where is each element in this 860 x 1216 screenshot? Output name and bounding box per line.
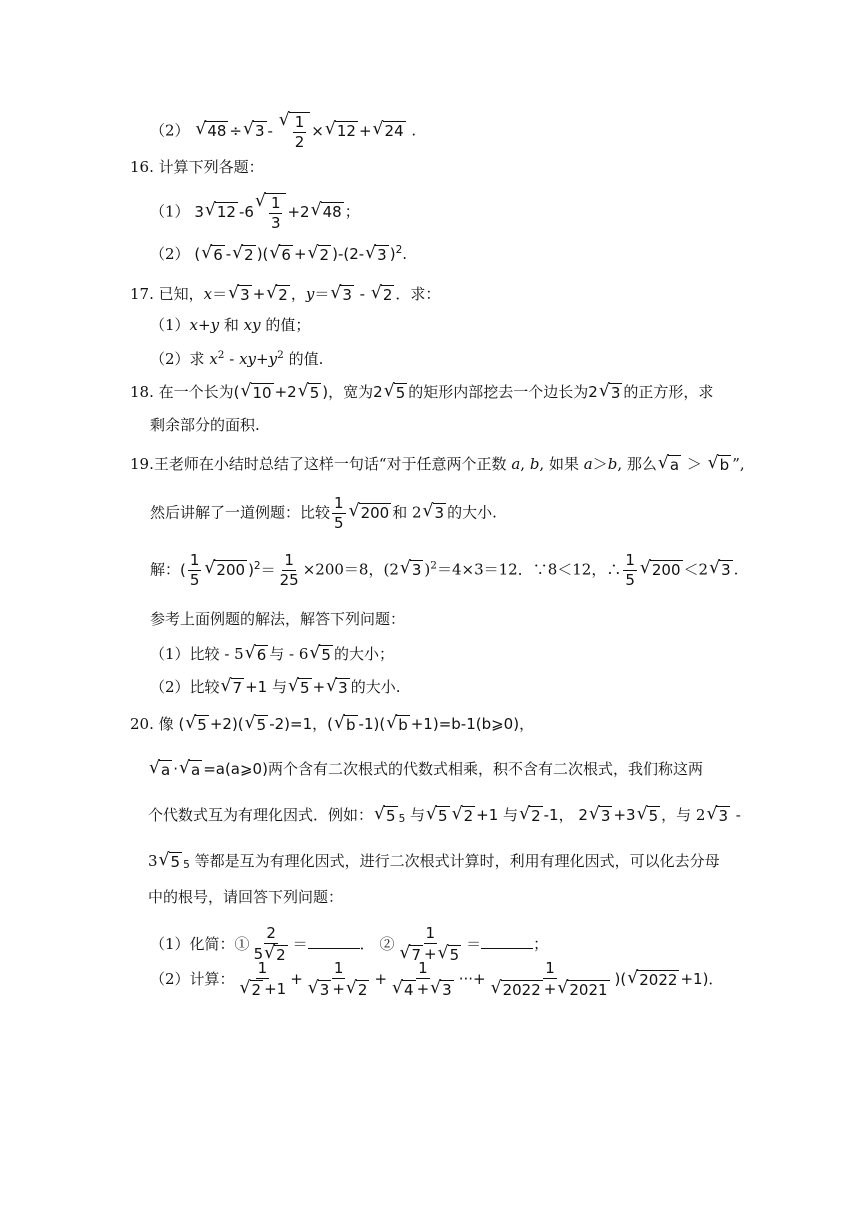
answer-blank-1[interactable]	[308, 948, 360, 949]
q20-line4: 3 √ 5 5 等都是互为有理化因式，进行二次根式计算时，利用有理化因式，可以化去分母	[148, 850, 720, 872]
q18-line2: 剩余部分的面积.	[150, 416, 260, 434]
q16-part2: （2） ( √ 6 - √ 2 )( √ 6 + √ 2 )-(2- √ 3 )$^2$.	[150, 243, 408, 264]
q16-number: 16.	[130, 158, 154, 176]
q16-part1-expression: 3 √ 12 -6 √ $\frac{1}{3}$ +2 √ 48	[194, 191, 342, 232]
q17-number: 17.	[130, 285, 154, 304]
q16-title: 计算下列各题：	[158, 158, 264, 176]
q19-refer: 参考上面例题的解法，解答下列问题：	[150, 610, 406, 628]
q18-line1: 18. 在一个长为( √ 10 +2 √ 5 )，宽为2 √ 5 的矩形内部挖去一个边长为2 √ 3 的正方形，求	[130, 381, 714, 402]
q19-part2: （2）比较 √ 7 +1 与 √ 5 + √ 3 的大小.	[150, 676, 401, 697]
q15-expression: √ 48 ÷ √ 3 - √ $\frac{1}{2}$ × √ 12 + √ 24	[195, 110, 404, 151]
answer-blank-2[interactable]	[481, 948, 533, 949]
q16-part1: （1） 3 √ 12 -6 √ $\frac{1}{3}$ +2 √ 48 ；	[150, 191, 360, 232]
q19-number: 19.	[130, 455, 154, 474]
q18-number: 18.	[130, 383, 154, 402]
q19-line1: 19.王老师在小结时总结了这样一句话“对于任意两个正数 a, b, 如果 a＞b, 那么 √ a ＞ √ b ”,	[130, 453, 745, 474]
q20-part1: （1）化简：① 2 5 √ 2 ＝ ． ② 1 √ 7 + √ 5 ＝ ；	[150, 924, 549, 964]
q19-part1: （1）比较 - 5 √ 6 与 - 6 √ 5 的大小；	[150, 643, 394, 664]
q19-solution: 解：( $\frac{1}{5}$ √ 200 )$^2$＝ $\frac{1}{25}$ ×200＝8，(2 √ 3 )$^2$＝4×3＝12．∵8＜12，∴ $\frac{1}{5}$ √ 200 ＜2 √ 3 .	[150, 551, 739, 589]
q16-part2-expression: ( √ 6 - √ 2 )( √ 6 + √ 2 )-(2- √ 3 )$^2$	[194, 243, 403, 264]
q15-part2: （2） √ 48 ÷ √ 3 - √ $\frac{1}{2}$ × √ 12 + √ 24 .	[150, 110, 417, 151]
q17-part1: （1）x+y 和 xy 的值；	[150, 316, 311, 334]
q15-part2-label: （2）	[150, 121, 190, 140]
q20-number: 20.	[130, 715, 154, 734]
q20-line3: 个代数式互为有理化因式．例如： √ 5 5 与 √ 5 √ 2 +1 与 √ 2 -1， 2 √ 3 +3 √ 5 ，与 2 √ 3 -	[148, 804, 741, 826]
q16-heading	[130, 160, 264, 175]
q19-line2: 然后讲解了一道例题：比较 $\frac{1}{5}$ √ 200 和 2 √ 3 的大小.	[150, 494, 497, 532]
q20-line2: √ a · √ a =a(a⩾0)两个含有二次根式的代数式相乘，积不含有二次根式，我们称这两	[149, 758, 703, 779]
q17-part2: （2）求 $x^2 - xy+y^2$ 的值.	[150, 349, 324, 368]
q17-heading: 17. 已知，x＝ √ 3 + √ 2 ，y＝ √ 3 - √ 2 ．求：	[130, 283, 441, 304]
q20-line1: 20. 像 ( √ 5 +2)( √ 5 -2)=1，( √ b -1)( √ b +1)=b-1(b⩾0)，	[130, 713, 535, 734]
q20-line5: 中的根号，请回答下列问题：	[148, 888, 344, 906]
q20-part2: （2）计算： 1 √ 2 +1 + 1 √ 3 + √ 2 + 1 √ 4 + √ 3 ···+ 1 √ 2022 + √ 2021 )( √ 2022 +1)．	[150, 959, 724, 999]
